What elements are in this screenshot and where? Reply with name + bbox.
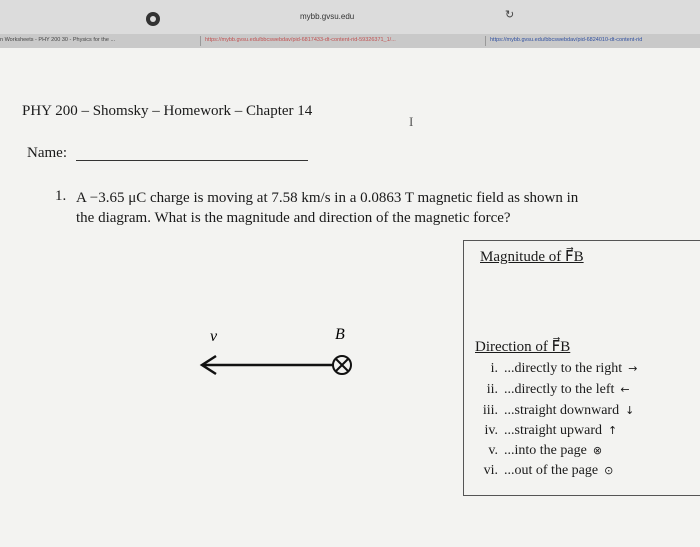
field-label: B⃗	[335, 326, 358, 343]
tab-divider	[485, 36, 486, 46]
arrow-left-icon: ←	[620, 383, 630, 396]
into-page-icon: ⊗	[592, 444, 603, 457]
tab-divider	[200, 36, 201, 46]
name-label: Name:	[27, 145, 67, 161]
question-line-1: A −3.65 μC charge is moving at 7.58 km/s in a 0.0863 T magnetic field as shown in	[76, 190, 579, 206]
address-bar[interactable]: mybb.gvsu.edu	[300, 12, 355, 21]
browser-menu-icon[interactable]	[146, 12, 160, 26]
arrow-right-icon: →	[628, 362, 638, 375]
direction-option-up: iv. ...straight upward ↑	[484, 423, 618, 438]
tab-bar	[0, 34, 700, 48]
magnitude-label: Magnitude of F⃗B	[480, 249, 584, 265]
out-of-page-icon: ⊙	[604, 464, 614, 477]
reload-icon[interactable]: ↻	[505, 8, 515, 21]
direction-label: Direction of F⃗B	[475, 339, 571, 355]
text-cursor-icon: I	[409, 114, 414, 129]
arrow-up-icon: ↑	[607, 424, 618, 437]
page-title: PHY 200 – Shomsky – Homework – Chapter 14	[22, 103, 313, 119]
arrow-down-icon: ↓	[625, 404, 635, 417]
question-line-2: the diagram. What is the magnitude and direction of the magnetic force?	[76, 210, 511, 226]
answer-box	[463, 240, 700, 496]
name-line	[76, 160, 308, 161]
tab-worksheets[interactable]: n Worksheets - PHY 200 30 - Physics for the ...	[0, 37, 116, 43]
question-number: 1.	[55, 188, 67, 204]
question-text	[76, 188, 656, 228]
direction-option-out-of-page: vi. ...out of the page ⊙	[483, 463, 614, 478]
velocity-label: v⃗	[210, 328, 230, 345]
browser-toolbar	[0, 0, 700, 34]
direction-option-left: ii. ...directly to the left ←	[486, 382, 630, 397]
vector-diagram	[190, 323, 370, 383]
direction-option-into-page: v. ...into the page ⊗	[488, 443, 603, 458]
tab-content-1[interactable]: https://mybb.gvsu.edu/bbcswebdav/pid-6817433-dt-content-rid-59326371_1/...	[205, 37, 396, 43]
direction-option-down: iii. ...straight downward ↓	[482, 403, 635, 418]
tab-content-2[interactable]: https://mybb.gvsu.edu/bbcswebdav/pid-6824010-dt-content-rid	[490, 37, 643, 43]
document-page	[0, 48, 700, 547]
direction-option-right: i. ...directly to the right →	[490, 361, 638, 376]
